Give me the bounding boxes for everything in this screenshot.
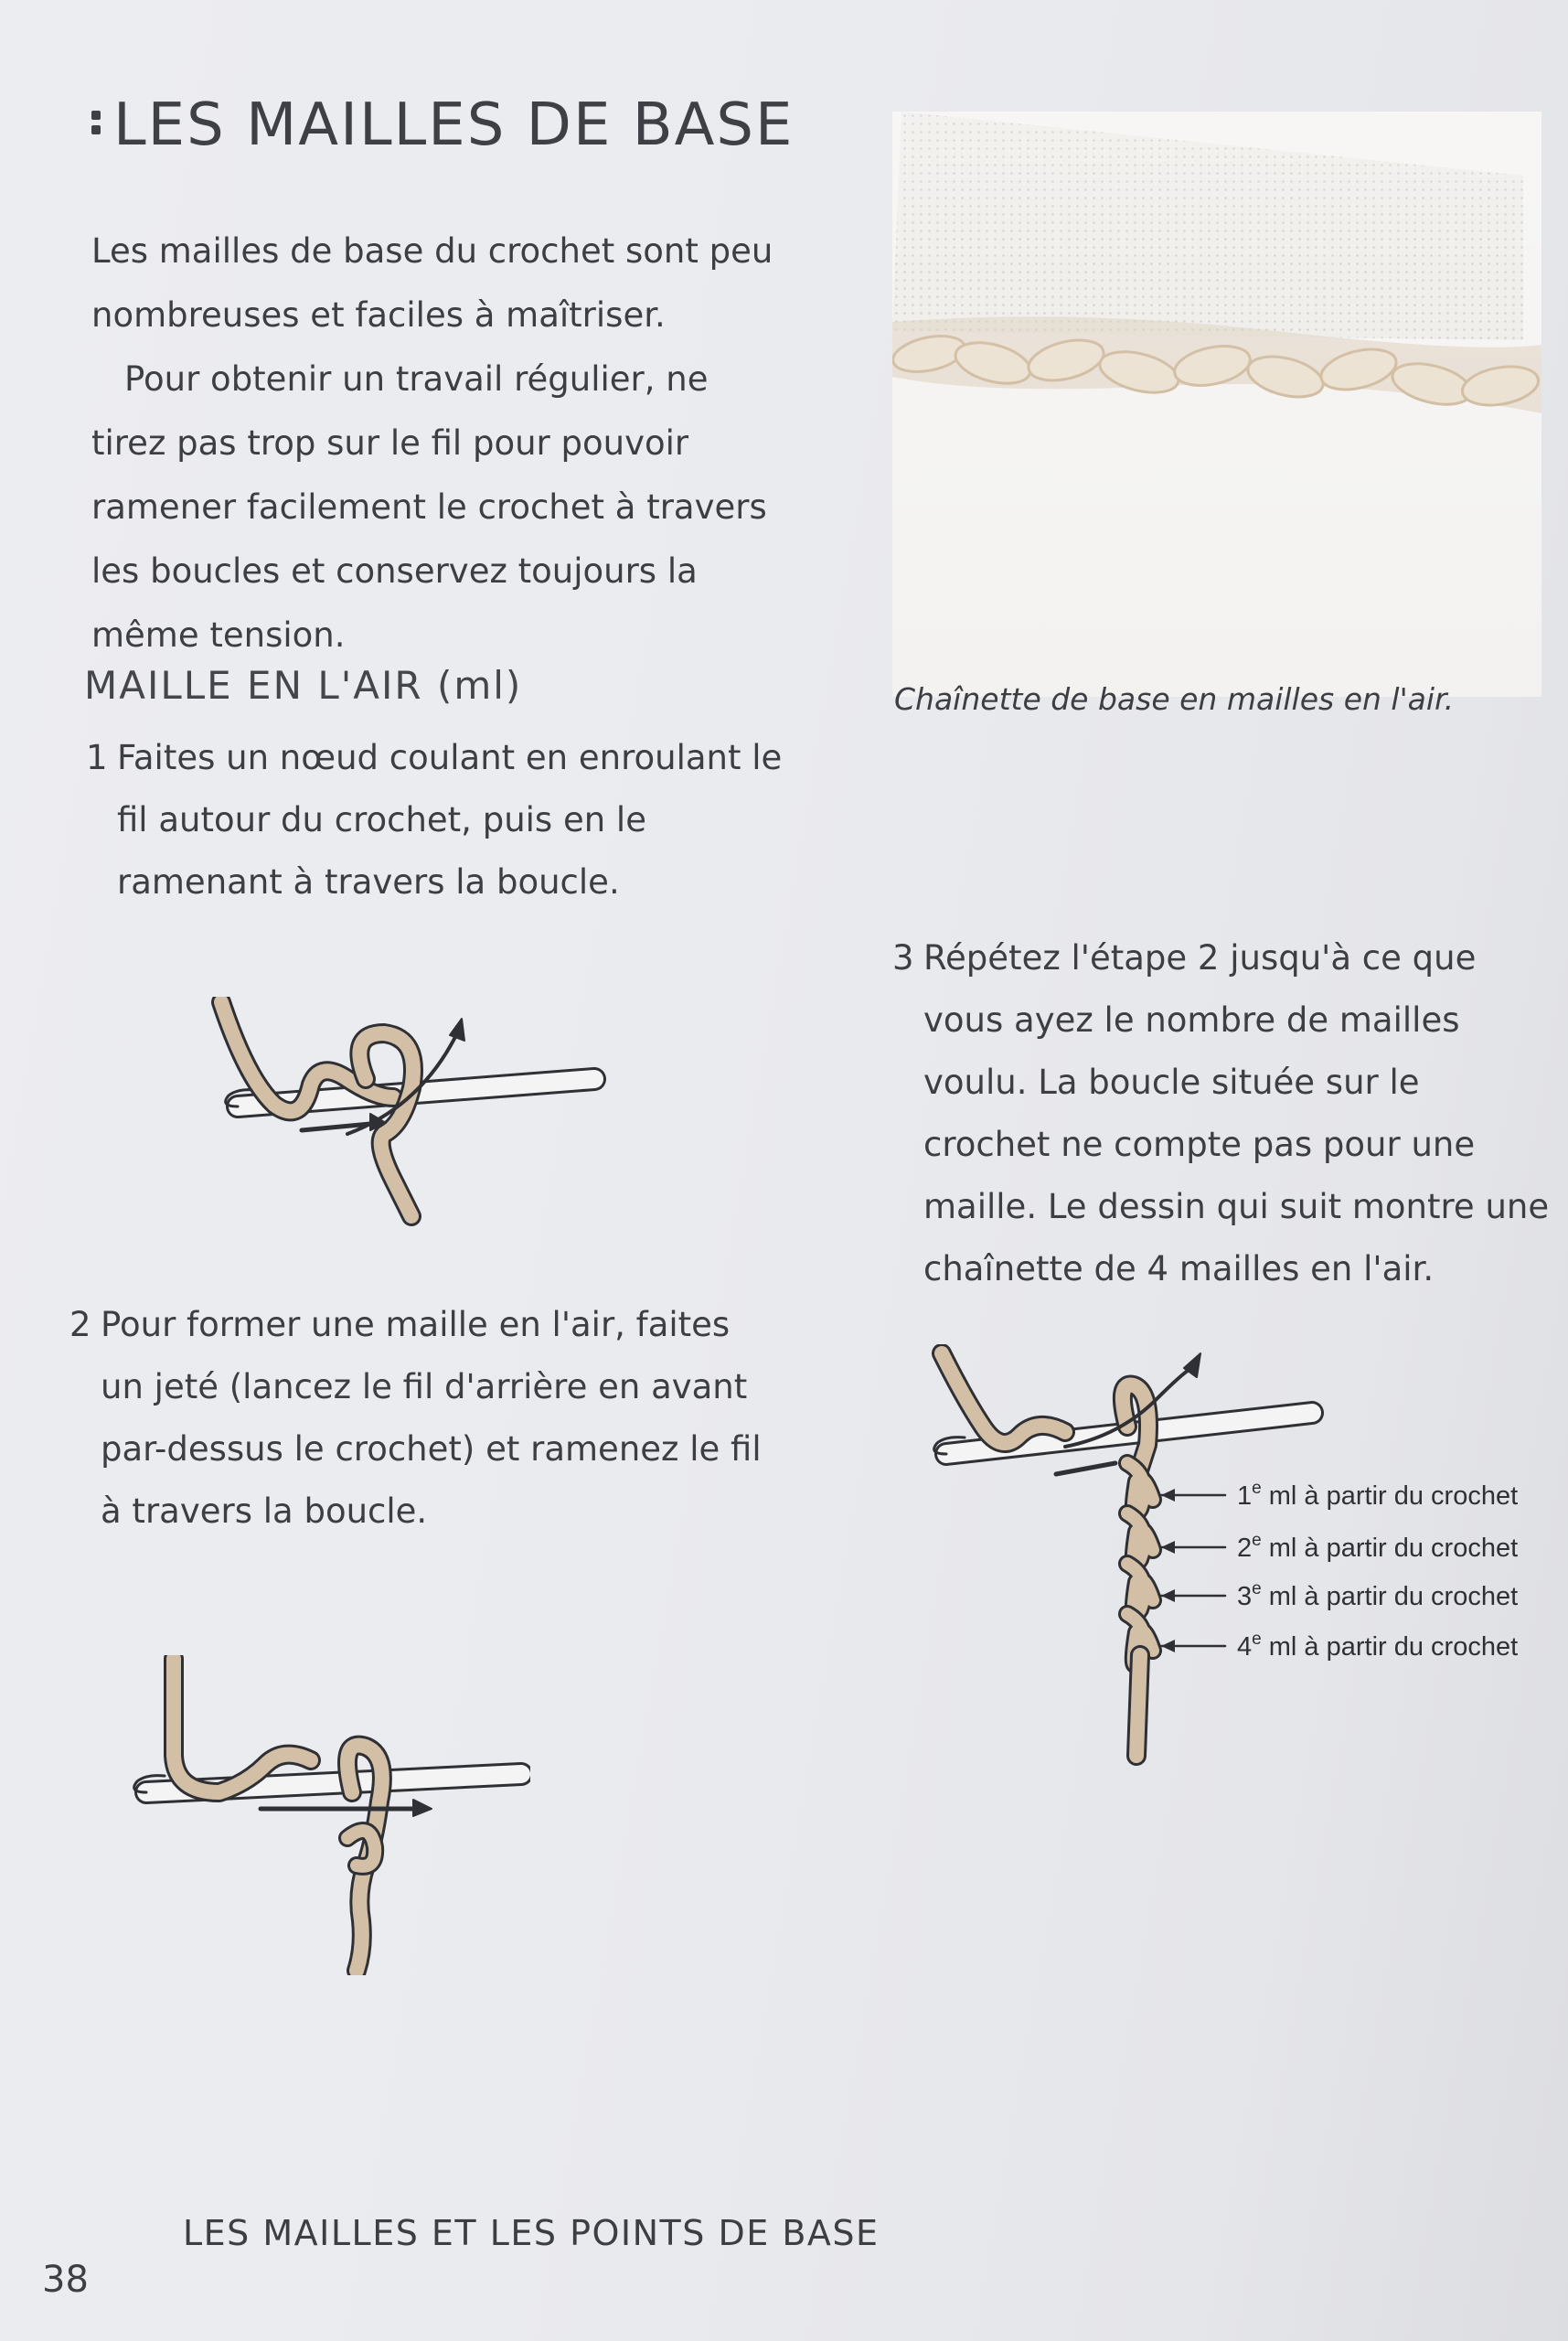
chain-photo <box>892 112 1541 697</box>
chain-label-1: 1e ml à partir du crochet <box>1237 1479 1519 1511</box>
step-1-number: 1 <box>86 738 108 777</box>
step-1-text: Faites un nœud coulant en enroulant le fil autour du crochet, puis en le ramenant à travers la boucle. <box>117 738 783 902</box>
step-3-text: Répétez l'étape 2 jusqu'à ce que vous ayez le nombre de mailles voulu. La boucle située sur le crochet ne compte pas pour une maille. Le dessin qui suit montre une chaînette de 4 mailles en l'air. <box>923 938 1550 1288</box>
section-heading: MAILLE EN L'AIR (ml) <box>84 663 523 708</box>
chain-label-2: 2e ml à partir du crochet <box>1237 1531 1519 1563</box>
intro-paragraph-1: Les mailles de base du crochet sont peu nombreuses et faciles à maîtriser. <box>91 231 773 335</box>
step-3-number: 3 <box>892 938 914 978</box>
chain-links <box>1127 1463 1153 1665</box>
step-2 <box>69 1294 783 1543</box>
step-3 <box>892 927 1551 1300</box>
page-title <box>91 91 794 159</box>
page-title-text: LES MAILLES DE BASE <box>113 91 795 159</box>
intro-paragraph-2: Pour obtenir un travail régulier, ne tirez pas trop sur le fil pour pouvoir ramener facilement le crochet à travers les boucles et conservez toujours la même tension. <box>91 359 767 655</box>
title-marker-icon <box>91 105 104 140</box>
chain-diagram <box>928 1344 1550 1774</box>
chain-label-4: 4e ml à partir du crochet <box>1237 1630 1519 1662</box>
step-2-text: Pour former une maille en l'air, faites un jeté (lancez le fil d'arrière en avant par-dessus le crochet) et ramenez le fil à travers la boucle. <box>101 1305 762 1531</box>
step-2-number: 2 <box>69 1305 91 1344</box>
intro-text <box>91 219 786 668</box>
page-number: 38 <box>42 2259 89 2301</box>
chain-label-3: 3e ml à partir du crochet <box>1237 1579 1519 1611</box>
photo-caption: Chaînette de base en mailles en l'air. <box>894 681 1455 717</box>
footer-section-title: LES MAILLES ET LES POINTS DE BASE <box>183 2213 880 2253</box>
step-1 <box>86 727 808 914</box>
yarn-over-diagram <box>128 1655 530 1975</box>
slip-knot-diagram <box>210 997 613 1235</box>
